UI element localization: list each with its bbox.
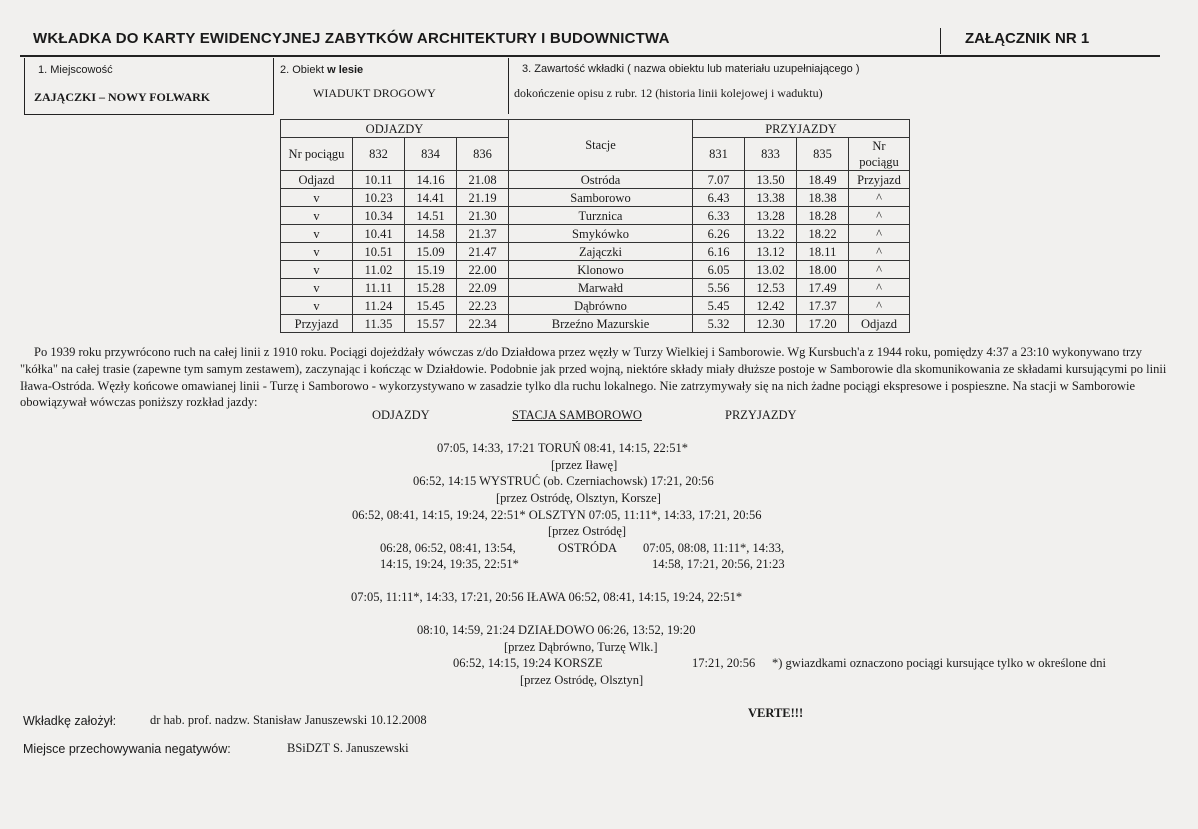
timetable-row: [281, 279, 910, 297]
row-label-right: ^: [849, 279, 910, 297]
content-label: 3. Zawartość wkładki ( nazwa obiektu lub materiału uzupełniającego ): [522, 63, 860, 75]
schedule-odjazdy-header: ODJAZDY: [372, 408, 430, 422]
time-cell: 6.26: [693, 225, 745, 243]
time-cell: 18.28: [797, 207, 849, 225]
verte-label: VERTE!!!: [748, 706, 804, 720]
annex-label: ZAŁĄCZNIK NR 1: [965, 30, 1090, 47]
schedule-via: [przez Ostródę, Olsztyn, Korsze]: [496, 491, 661, 505]
row-label-right: Przyjazd: [849, 171, 910, 189]
time-cell: 15.09: [405, 243, 457, 261]
time-cell: 17.49: [797, 279, 849, 297]
schedule-via: [przez Iławę]: [551, 458, 618, 472]
time-cell: 22.23: [457, 297, 509, 315]
train-left: 834: [405, 138, 457, 171]
row-label-right: ^: [849, 207, 910, 225]
time-cell: 10.41: [353, 225, 405, 243]
row-label-left: v: [281, 189, 353, 207]
schedule-line-torun: 07:05, 14:33, 17:21 TORUŃ 08:41, 14:15, 22:51*: [437, 441, 688, 455]
station-cell: Smykówko: [509, 225, 693, 243]
schedule-footnote: *) gwiazdkami oznaczono pociągi kursujące tylko w określone dni: [772, 656, 1106, 670]
time-cell: 22.09: [457, 279, 509, 297]
time-cell: 21.08: [457, 171, 509, 189]
row-label-left: v: [281, 279, 353, 297]
schedule-przyjazdy-header: PRZYJAZDY: [725, 408, 797, 422]
timetable-row: [281, 225, 910, 243]
time-cell: 18.00: [797, 261, 849, 279]
time-cell: 15.19: [405, 261, 457, 279]
time-cell: 10.23: [353, 189, 405, 207]
time-cell: 7.07: [693, 171, 745, 189]
timetable-row: [281, 189, 910, 207]
schedule-via: [przez Dąbrówno, Turzę Wlk.]: [504, 640, 658, 654]
object-label-bold: w lesie: [327, 64, 364, 76]
time-cell: 5.32: [693, 315, 745, 333]
row-label-right: ^: [849, 243, 910, 261]
nr-left-header: Nr pociągu: [281, 138, 353, 171]
station-cell: Marwałd: [509, 279, 693, 297]
schedule-ostroda-arr-2: 14:58, 17:21, 20:56, 21:23: [652, 557, 785, 571]
object-label: [280, 64, 363, 76]
time-cell: 13.12: [745, 243, 797, 261]
time-cell: 11.11: [353, 279, 405, 297]
timetable-row: [281, 171, 910, 189]
object-value: WIADUKT DROGOWY: [313, 86, 436, 100]
time-cell: 15.45: [405, 297, 457, 315]
time-cell: 21.30: [457, 207, 509, 225]
station-cell: Turznica: [509, 207, 693, 225]
time-cell: 5.56: [693, 279, 745, 297]
row-label-right: ^: [849, 297, 910, 315]
przyjazdy-header: PRZYJAZDY: [693, 120, 910, 138]
time-cell: 14.16: [405, 171, 457, 189]
field-divider-2: [508, 58, 509, 114]
schedule-via: [przez Ostródę, Olsztyn]: [520, 673, 644, 687]
time-cell: 18.49: [797, 171, 849, 189]
time-cell: 18.22: [797, 225, 849, 243]
time-cell: 11.35: [353, 315, 405, 333]
time-cell: 22.00: [457, 261, 509, 279]
header-rule: [20, 55, 1160, 57]
station-cell: Samborowo: [509, 189, 693, 207]
field-divider-1: [273, 58, 274, 114]
time-cell: 15.57: [405, 315, 457, 333]
time-cell: 11.02: [353, 261, 405, 279]
schedule-ostroda-name: OSTRÓDA: [558, 541, 618, 555]
time-cell: 21.19: [457, 189, 509, 207]
schedule-ostroda-dep-2: 14:15, 19:24, 19:35, 22:51*: [380, 557, 519, 571]
time-cell: 13.22: [745, 225, 797, 243]
content-value: dokończenie opisu z rubr. 12 (historia linii kolejowej i waduktu): [514, 86, 823, 100]
field-border-left: [24, 58, 25, 114]
row-label-right: Odjazd: [849, 315, 910, 333]
founder-label: Wkładkę założył:: [23, 714, 117, 728]
train-right: 831: [693, 138, 745, 171]
station-cell: Klonowo: [509, 261, 693, 279]
schedule-line-olsztyn: 06:52, 08:41, 14:15, 19:24, 22:51* OLSZTYN 07:05, 11:11*, 14:33, 17:21, 20:56: [352, 508, 762, 522]
time-cell: 18.11: [797, 243, 849, 261]
storage-label: Miejsce przechowywania negatywów:: [23, 742, 231, 756]
time-cell: 12.30: [745, 315, 797, 333]
train-right: 833: [745, 138, 797, 171]
schedule-korsze-arr: 17:21, 20:56: [692, 656, 756, 670]
timetable-row: [281, 261, 910, 279]
time-cell: 22.34: [457, 315, 509, 333]
row-label-left: v: [281, 243, 353, 261]
document-title: WKŁADKA DO KARTY EWIDENCYJNEJ ZABYTKÓW ARCHITEKTURY I BUDOWNICTWA: [33, 30, 670, 47]
time-cell: 14.58: [405, 225, 457, 243]
train-right: 835: [797, 138, 849, 171]
timetable-row: [281, 243, 910, 261]
object-label-prefix: 2. Obiekt: [280, 64, 328, 76]
station-cell: Brzeźno Mazurskie: [509, 315, 693, 333]
station-cell: Ostróda: [509, 171, 693, 189]
time-cell: 13.28: [745, 207, 797, 225]
timetable-row: [281, 207, 910, 225]
timetable-header-row: [281, 120, 910, 138]
train-left: 836: [457, 138, 509, 171]
time-cell: 12.42: [745, 297, 797, 315]
storage-value: BSiDZT S. Januszewski: [287, 741, 409, 755]
row-label-right: ^: [849, 189, 910, 207]
schedule-line-wystruc: 06:52, 14:15 WYSTRUĆ (ob. Czerniachowsk) 17:21, 20:56: [413, 474, 714, 488]
schedule-korsze-dep: 06:52, 14:15, 19:24 KORSZE: [453, 656, 603, 670]
time-cell: 10.51: [353, 243, 405, 261]
time-cell: 10.11: [353, 171, 405, 189]
nr-right-header: Nr pociągu: [849, 138, 910, 171]
time-cell: 14.51: [405, 207, 457, 225]
time-cell: 14.41: [405, 189, 457, 207]
time-cell: 13.38: [745, 189, 797, 207]
header-divider: [940, 28, 941, 54]
schedule-station-header: STACJA SAMBOROWO: [512, 408, 642, 422]
schedule-via: [przez Ostródę]: [548, 524, 627, 538]
time-cell: 13.02: [745, 261, 797, 279]
time-cell: 6.05: [693, 261, 745, 279]
time-cell: 13.50: [745, 171, 797, 189]
time-cell: 5.45: [693, 297, 745, 315]
train-left: 832: [353, 138, 405, 171]
place-value: ZAJĄCZKI – NOWY FOLWARK: [34, 90, 211, 104]
row-label-right: ^: [849, 225, 910, 243]
time-cell: 18.38: [797, 189, 849, 207]
place-label: 1. Miejscowość: [38, 64, 113, 76]
time-cell: 11.24: [353, 297, 405, 315]
time-cell: 6.16: [693, 243, 745, 261]
row-label-left: v: [281, 225, 353, 243]
field-bottom-rule: [24, 114, 274, 115]
founder-value: dr hab. prof. nadzw. Stanisław Januszewski 10.12.2008: [150, 713, 427, 727]
row-label-right: ^: [849, 261, 910, 279]
odjazdy-header: ODJAZDY: [281, 120, 509, 138]
time-cell: 15.28: [405, 279, 457, 297]
timetable-row: [281, 297, 910, 315]
schedule-ostroda-dep-1: 06:28, 06:52, 08:41, 13:54,: [380, 541, 516, 555]
timetable-row: [281, 315, 910, 333]
time-cell: 6.33: [693, 207, 745, 225]
schedule-ostroda-arr-1: 07:05, 08:08, 11:11*, 14:33,: [643, 541, 785, 555]
station-cell: Dąbrówno: [509, 297, 693, 315]
station-cell: Zajączki: [509, 243, 693, 261]
schedule-line-ilawa: 07:05, 11:11*, 14:33, 17:21, 20:56 IŁAWA 06:52, 08:41, 14:15, 19:24, 22:51*: [351, 590, 743, 604]
stacje-header: Stacje: [509, 120, 693, 171]
row-label-left: Odjazd: [281, 171, 353, 189]
time-cell: 17.37: [797, 297, 849, 315]
timetable: [280, 119, 910, 333]
schedule-line-dzialdowo: 08:10, 14:59, 21:24 DZIAŁDOWO 06:26, 13:52, 19:20: [417, 623, 696, 637]
time-cell: 6.43: [693, 189, 745, 207]
time-cell: 12.53: [745, 279, 797, 297]
row-label-left: v: [281, 261, 353, 279]
time-cell: 10.34: [353, 207, 405, 225]
history-paragraph: Po 1939 roku przywrócono ruch na całej linii z 1910 roku. Pociągi dojeżdżały wówczas z/do Działdowa przez węzły w Turzy Wielkiej i Samborowie. Wg Kursbuch'a z 1944 roku, pomiędzy 4:37 a 23:10 wykonywano trzy "kółka" na całej trasie (zapewne tym samym zestawem), zaczynając i kończąc w Działdowie. Podobnie jak przed wojną, niektóre składy miały dłuższe postoje w Samborowie dla skomunikowania ze składami kursującymi po linii Iława-Ostróda. Węzły końcowe omawianej linii - Turzę i Samborowo - wykorzystywano w zasadzie tylko dla ruchu lokalnego. Nie zatrzymywały się na nich żadne pociągi ekspresowe i pospieszne. Na stacji w Samborowie obowiązywał wówczas poniższy rozkład jazdy:: [20, 345, 1167, 410]
row-label-left: v: [281, 207, 353, 225]
time-cell: 21.37: [457, 225, 509, 243]
row-label-left: Przyjazd: [281, 315, 353, 333]
time-cell: 17.20: [797, 315, 849, 333]
timetable-body: [281, 171, 910, 333]
row-label-left: v: [281, 297, 353, 315]
time-cell: 21.47: [457, 243, 509, 261]
